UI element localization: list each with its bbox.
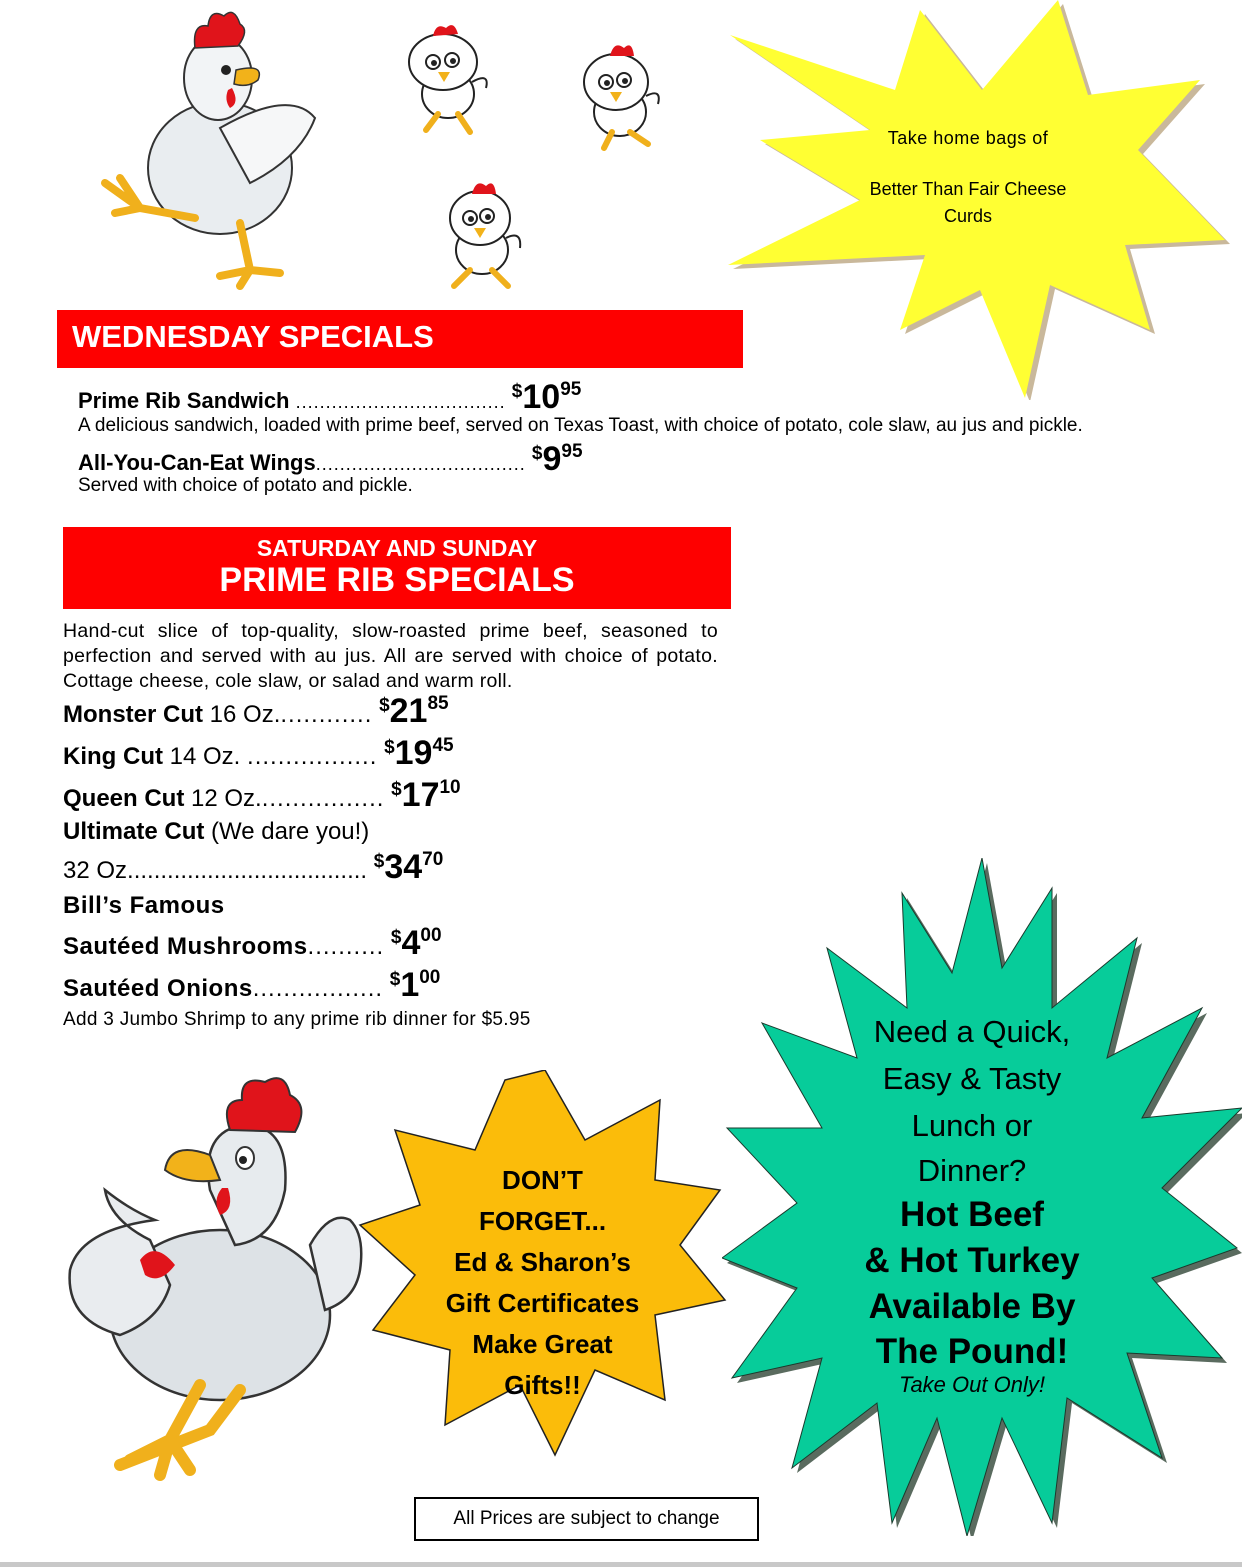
green-lead-4: Dinner? — [917, 1153, 1027, 1188]
leader-dots: ................ — [261, 785, 385, 812]
take-out-note: Take Out Only! — [899, 1372, 1045, 1397]
menu-item-prime-rib-sandwich — [78, 378, 581, 417]
chick-icon — [398, 22, 498, 140]
item-size: 16 Oz. — [203, 701, 281, 728]
item-name: Monster Cut — [63, 701, 203, 728]
menu-item-sauteed-mushrooms — [63, 924, 442, 963]
item-name: Queen Cut — [63, 785, 185, 812]
item-name: King Cut — [63, 743, 163, 770]
gift-line-5: Make Great — [472, 1329, 613, 1359]
prime-rib-sandwich-description: A delicious sandwich, loaded with prime beef, served on Texas Toast, with choice of potato, cole slaw, au jus and pickle. — [78, 415, 1083, 436]
rooster-thumbs-up-icon — [60, 1070, 380, 1505]
item-name: Sautéed Mushrooms — [63, 933, 308, 960]
item-name: Prime Rib Sandwich — [78, 388, 290, 413]
item-size: 32 Oz. — [63, 857, 134, 884]
item-size: (We dare you!) — [204, 818, 370, 845]
menu-item-ultimate-cut-price-line — [63, 848, 443, 887]
gift-line-4: Gift Certificates — [445, 1288, 640, 1318]
item-price: $^{\$}4^{00}$ — [390, 924, 442, 962]
green-lead-1: Need a Quick, — [873, 1014, 1071, 1049]
menu-item-bills-famous — [63, 892, 225, 920]
green-lead-3: Lunch or — [911, 1108, 1033, 1143]
item-price: $^{\$}1^{00}$ — [389, 966, 441, 1004]
chick-icon — [432, 178, 532, 293]
leader-dots: .......... — [307, 933, 385, 960]
gift-line-6: Gifts!! — [504, 1370, 581, 1400]
green-bold-3: Available By — [868, 1287, 1076, 1326]
wednesday-title: WEDNESDAY SPECIALS — [72, 319, 434, 354]
menu-item-king-cut — [63, 734, 454, 773]
menu-item-wings — [78, 440, 583, 479]
menu-item-ultimate-cut — [63, 818, 369, 846]
wednesday-banner — [57, 310, 743, 368]
item-price: $^{\$}17^{10}$ — [391, 776, 461, 814]
item-name: All-You-Can-Eat Wings — [78, 450, 316, 475]
shrimp-note: Add 3 Jumbo Shrimp to any prime rib dinner for $5.95 — [63, 1009, 531, 1030]
gift-line-3: Ed & Sharon’s — [454, 1247, 631, 1277]
rooster-kicking-icon — [100, 8, 330, 293]
item-price: $^{\$}21^{85}$ — [379, 692, 449, 730]
chick-icon — [568, 40, 668, 155]
menu-item-monster-cut — [63, 692, 449, 731]
leader-dots: ................................... — [295, 392, 506, 412]
item-name: Ultimate Cut — [63, 818, 205, 845]
leader-dots: ................. — [247, 743, 378, 770]
price-disclaimer: All Prices are subject to change — [414, 1497, 759, 1541]
prime-rib-intro: Hand-cut slice of top-quality, slow-roasted prime beef, seasoned to perfection and served with au jus. All are served with choice of potato. Cottage cheese, cole slaw, or salad and warm roll. — [63, 620, 718, 692]
cheese-curds-line1: Take home bags of — [887, 128, 1049, 148]
weekend-subtitle: SATURDAY AND SUNDAY — [256, 535, 538, 561]
hot-beef-burst-text — [832, 1008, 1112, 1396]
gift-line-1: DON’T — [502, 1165, 583, 1195]
item-size: 12 Oz. — [184, 785, 262, 812]
item-price: $1095 — [511, 378, 582, 416]
menu-item-sauteed-onions — [63, 966, 440, 1005]
leader-dots: ................................... — [133, 857, 368, 884]
weekend-title: PRIME RIB SPECIALS — [219, 561, 575, 599]
item-price: $995 — [531, 440, 583, 478]
leader-dots: ................. — [252, 975, 384, 1002]
weekend-banner — [63, 527, 731, 609]
gift-line-2: FORGET... — [478, 1206, 607, 1236]
green-bold-4: The Pound! — [875, 1332, 1069, 1371]
green-bold-1: Hot Beef — [900, 1195, 1044, 1234]
green-bold-2: & Hot Turkey — [864, 1241, 1080, 1280]
item-price: $^{\$}19^{45}$ — [384, 734, 454, 772]
leader-dots: ................................... — [315, 454, 526, 474]
page-bottom-divider — [0, 1562, 1242, 1567]
wings-description: Served with choice of potato and pickle. — [78, 475, 413, 496]
green-lead-2: Easy & Tasty — [882, 1061, 1062, 1096]
item-name: Bill’s Famous — [63, 892, 225, 919]
item-price: $^{\$}34^{70}$ — [373, 848, 444, 886]
item-size: 14 Oz. — [162, 743, 248, 770]
gift-burst-text — [420, 1160, 665, 1406]
cheese-curds-line2: Better Than Fair Cheese Curds — [869, 179, 1067, 226]
item-name: Sautéed Onions — [63, 975, 253, 1002]
leader-dots: ............ — [280, 701, 373, 728]
menu-item-queen-cut — [63, 776, 461, 815]
